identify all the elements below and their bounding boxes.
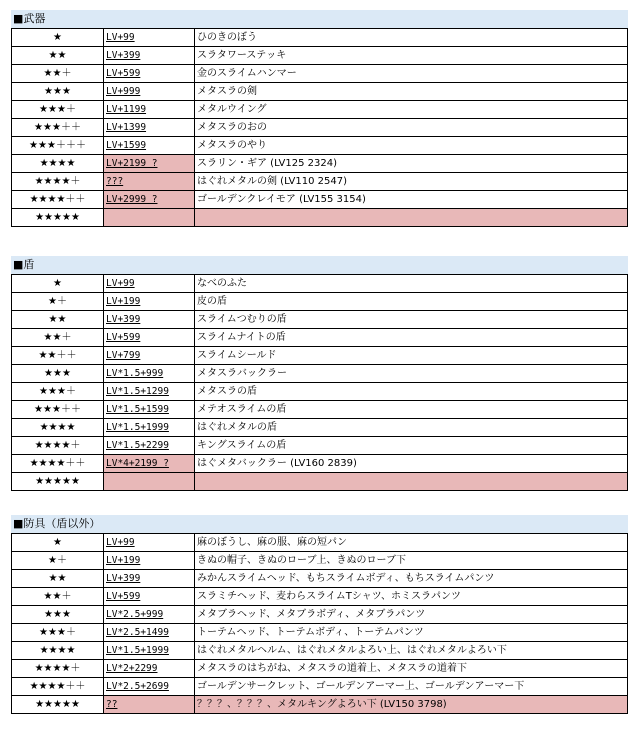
condition-cell <box>104 209 195 227</box>
condition-cell: LV+199 <box>104 293 195 311</box>
rank-cell: ★★★★＋＋ <box>12 678 104 696</box>
table-row <box>12 29 628 47</box>
table-row <box>12 137 628 155</box>
condition-cell: LV+99 <box>104 29 195 47</box>
table-row <box>12 101 628 119</box>
rank-cell: ★★＋ <box>12 588 104 606</box>
rank-cell: ★★★ <box>12 606 104 624</box>
condition-cell: LV+99 <box>104 534 195 552</box>
condition-cell: LV*2.5+2699 <box>104 678 195 696</box>
table-row <box>12 642 628 660</box>
armor-table <box>11 533 628 714</box>
rank-cell: ★★★★＋＋ <box>12 191 104 209</box>
condition-cell: LV+2199 ? <box>104 155 195 173</box>
item-cell: ひのきのぼう <box>195 29 628 47</box>
item-cell: 皮の盾 <box>195 293 628 311</box>
table-row <box>12 624 628 642</box>
table-row <box>12 696 628 714</box>
rank-cell: ★★★＋＋＋ <box>12 137 104 155</box>
shields-table <box>11 274 628 491</box>
rank-cell: ★★★ <box>12 83 104 101</box>
table-row <box>12 660 628 678</box>
item-cell: 麻のぼうし、麻の服、麻の短パン <box>195 534 628 552</box>
condition-cell: LV+99 <box>104 275 195 293</box>
rank-cell: ★＋ <box>12 293 104 311</box>
rank-cell: ★★★＋＋ <box>12 119 104 137</box>
condition-cell: LV*2+2299 <box>104 660 195 678</box>
table-row <box>12 173 628 191</box>
rank-cell: ★★＋ <box>12 329 104 347</box>
rank-cell: ★★★★＋ <box>12 173 104 191</box>
condition-cell: LV+1399 <box>104 119 195 137</box>
item-cell: 金のスライムハンマー <box>195 65 628 83</box>
condition-cell: LV*1.5+1999 <box>104 642 195 660</box>
rank-cell: ★★ <box>12 47 104 65</box>
rank-cell: ★★★★ <box>12 419 104 437</box>
rank-cell: ★★★★★ <box>12 473 104 491</box>
item-cell: メタルウイング <box>195 101 628 119</box>
item-cell: キングスライムの盾 <box>195 437 628 455</box>
rank-cell: ★★★★ <box>12 642 104 660</box>
section-title: ■防具（盾以外） <box>11 515 628 533</box>
rank-cell: ★★★★＋ <box>12 437 104 455</box>
item-cell: はぐれメタルの盾 <box>195 419 628 437</box>
condition-cell: LV*1.5+1299 <box>104 383 195 401</box>
condition-cell: LV+199 <box>104 552 195 570</box>
table-row <box>12 293 628 311</box>
item-cell: メタスラバックラー <box>195 365 628 383</box>
condition-cell: LV*1.5+999 <box>104 365 195 383</box>
rank-cell: ★★＋ <box>12 65 104 83</box>
item-cell: メタスラのおの <box>195 119 628 137</box>
item-cell: スラタワーステッキ <box>195 47 628 65</box>
table-row <box>12 401 628 419</box>
condition-cell: LV+399 <box>104 570 195 588</box>
condition-cell: LV+999 <box>104 83 195 101</box>
condition-cell: LV+1599 <box>104 137 195 155</box>
item-cell: ？？？、？？？、メタルキングよろい下 (LV150 3798) <box>195 696 628 714</box>
condition-cell: LV+399 <box>104 311 195 329</box>
condition-cell: ?? <box>104 696 195 714</box>
item-cell: トーテムヘッド、トーテムボディ、トーテムパンツ <box>195 624 628 642</box>
condition-cell: LV*4+2199 ? <box>104 455 195 473</box>
rank-cell: ★★★★＋＋ <box>12 455 104 473</box>
table-row <box>12 191 628 209</box>
condition-cell: LV+599 <box>104 588 195 606</box>
rank-cell: ★★★★ <box>12 155 104 173</box>
rank-cell: ★★★★＋ <box>12 660 104 678</box>
rank-cell: ★★★＋ <box>12 101 104 119</box>
table-row <box>12 347 628 365</box>
table-row <box>12 65 628 83</box>
item-cell: スラリン・ギア (LV125 2324) <box>195 155 628 173</box>
item-cell: メテオスライムの盾 <box>195 401 628 419</box>
table-row <box>12 365 628 383</box>
condition-cell: LV+1199 <box>104 101 195 119</box>
condition-cell: LV+599 <box>104 65 195 83</box>
armor-section <box>11 515 628 714</box>
item-cell: メタスラのやり <box>195 137 628 155</box>
item-cell: メタブラヘッド、メタブラボディ、メタブラパンツ <box>195 606 628 624</box>
condition-cell: LV*1.5+2299 <box>104 437 195 455</box>
item-cell <box>195 209 628 227</box>
weapons-table <box>11 28 628 227</box>
item-cell: はぐれメタルヘルム、はぐれメタルよろい上、はぐれメタルよろい下 <box>195 642 628 660</box>
table-row <box>12 47 628 65</box>
rank-cell: ★★★＋＋ <box>12 401 104 419</box>
condition-cell: LV+2999 ? <box>104 191 195 209</box>
table-row <box>12 83 628 101</box>
condition-cell: LV*1.5+1999 <box>104 419 195 437</box>
rank-cell: ★ <box>12 534 104 552</box>
item-cell: メタスラのはちがね、メタスラの道着上、メタスラの道着下 <box>195 660 628 678</box>
rank-cell: ★★＋＋ <box>12 347 104 365</box>
condition-cell: LV+799 <box>104 347 195 365</box>
rank-cell: ★★★＋ <box>12 624 104 642</box>
rank-cell: ★★★★★ <box>12 209 104 227</box>
table-row <box>12 383 628 401</box>
item-cell: みかんスライムヘッド、もちスライムボディ、もちスライムパンツ <box>195 570 628 588</box>
table-row <box>12 329 628 347</box>
table-row <box>12 534 628 552</box>
table-row <box>12 588 628 606</box>
table-row <box>12 606 628 624</box>
item-cell: ゴールデンクレイモア (LV155 3154) <box>195 191 628 209</box>
condition-cell <box>104 473 195 491</box>
condition-cell: LV+399 <box>104 47 195 65</box>
condition-cell: LV*1.5+1599 <box>104 401 195 419</box>
table-row <box>12 119 628 137</box>
condition-cell: LV+599 <box>104 329 195 347</box>
rank-cell: ★★★ <box>12 365 104 383</box>
item-cell: はぐメタバックラー (LV160 2839) <box>195 455 628 473</box>
item-cell: メタスラの盾 <box>195 383 628 401</box>
item-cell: スライムつむりの盾 <box>195 311 628 329</box>
rank-cell: ★★ <box>12 311 104 329</box>
rank-cell: ★★★★★ <box>12 696 104 714</box>
table-row <box>12 155 628 173</box>
item-cell: はぐれメタルの剣 (LV110 2547) <box>195 173 628 191</box>
condition-cell: ??? <box>104 173 195 191</box>
section-title: ■武器 <box>11 10 628 28</box>
item-cell: スラミチヘッド、麦わらスライムTシャツ、ホミスラパンツ <box>195 588 628 606</box>
table-row <box>12 275 628 293</box>
table-row <box>12 437 628 455</box>
table-row <box>12 311 628 329</box>
item-cell: スライムシールド <box>195 347 628 365</box>
table-row <box>12 473 628 491</box>
table-row <box>12 209 628 227</box>
item-cell: ゴールデンサークレット、ゴールデンアーマー上、ゴールデンアーマー下 <box>195 678 628 696</box>
rank-cell: ★★★＋ <box>12 383 104 401</box>
item-cell: きぬの帽子、きぬのローブ上、きぬのローブ下 <box>195 552 628 570</box>
table-row <box>12 570 628 588</box>
condition-cell: LV*2.5+999 <box>104 606 195 624</box>
rank-cell: ★ <box>12 29 104 47</box>
item-cell: メタスラの剣 <box>195 83 628 101</box>
rank-cell: ★＋ <box>12 552 104 570</box>
table-row <box>12 552 628 570</box>
item-cell: スライムナイトの盾 <box>195 329 628 347</box>
table-row <box>12 678 628 696</box>
section-title: ■盾 <box>11 256 628 274</box>
shields-section <box>11 256 628 491</box>
item-cell <box>195 473 628 491</box>
table-row <box>12 455 628 473</box>
weapons-section <box>11 10 628 227</box>
rank-cell: ★ <box>12 275 104 293</box>
condition-cell: LV*2.5+1499 <box>104 624 195 642</box>
item-cell: なべのふた <box>195 275 628 293</box>
table-row <box>12 419 628 437</box>
rank-cell: ★★ <box>12 570 104 588</box>
